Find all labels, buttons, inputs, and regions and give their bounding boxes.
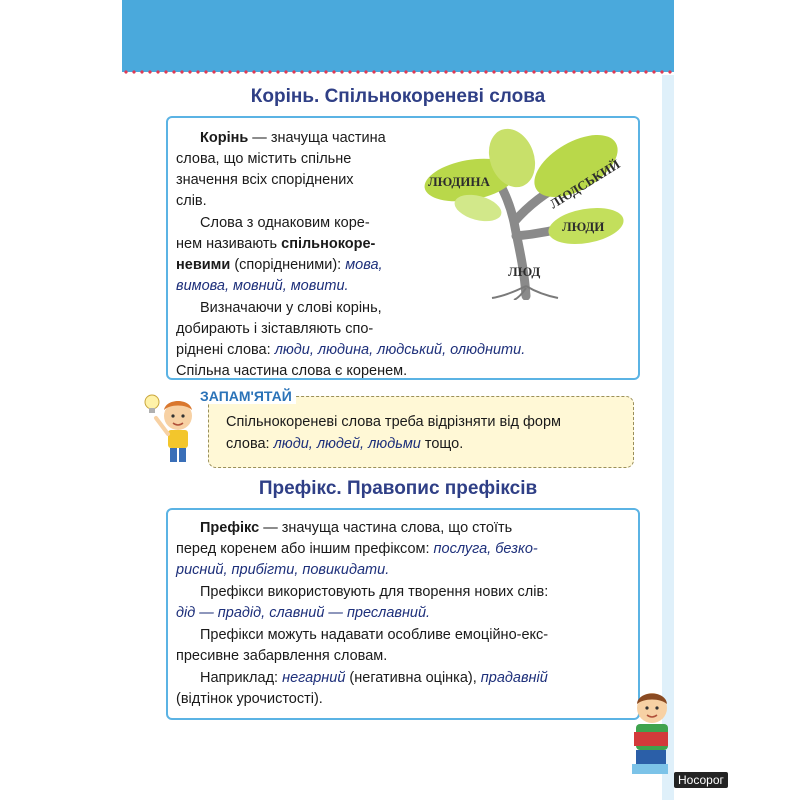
root-def-line-9: Визначаючи у слові корінь, (200, 300, 382, 316)
section-title-root: Корінь. Спільнокореневі слова (250, 86, 546, 107)
stitch-border (122, 69, 674, 75)
root-def-line-2: слова, що містить спільне (176, 151, 352, 167)
section-title-prefix: Префікс. Правопис префіксів (258, 478, 538, 499)
root-def-line-12: Спільна частина слова є коренем. (176, 363, 408, 379)
root-label-lyud: ЛЮД (508, 264, 541, 279)
remember-label: ЗАПАМ'ЯТАЙ (196, 388, 296, 404)
prefix-def-line-9: (відтінок урочистості). (176, 691, 323, 707)
root-def-line-5: Слова з однаковим коре- (200, 215, 370, 231)
prefix-def-line-5: дід — прадід, славний — преславний. (176, 605, 431, 621)
prefix-def-line-4: Префікси використовують для творення нових слів: (200, 584, 549, 600)
root-def-line-1: Корінь — значуща частина (200, 130, 386, 146)
prefix-def-line-6: Префікси можуть надавати особливе емоційно-екс- (200, 627, 549, 643)
reading-boy-illustration (626, 686, 674, 776)
root-def-line-10: добирають і зіставляють спо- (176, 321, 374, 337)
root-def-line-7: невими (спорідненими): мова, (176, 257, 383, 273)
prefix-def-line-2: перед коренем або іншим префіксом: послуга, безко- (176, 541, 538, 557)
prefix-def-line-3: рисний, прибігти, повикидати. (176, 562, 390, 578)
prefix-def-line-7: пресивне забарвлення словам. (176, 648, 388, 664)
root-def-line-8: вимова, мовний, мовити. (176, 278, 349, 294)
remember-line-1: Спільнокореневі слова треба відрізняти від форм (226, 414, 561, 430)
leaf-label-lyudy: ЛЮДИ (562, 219, 605, 234)
root-def-line-11: ріднені слова: люди, людина, людський, олюднити. (176, 342, 526, 358)
top-header-band (122, 0, 674, 72)
word-tree-illustration (418, 126, 630, 300)
prefix-def-line-8: Наприклад: негарний (негативна оцінка), прадавній (200, 670, 548, 686)
root-def-line-4: слів. (176, 193, 207, 209)
remember-line-2: слова: люди, людей, людьми тощо. (226, 436, 464, 452)
leaf-label-lyudyna: ЛЮДИНА (428, 174, 490, 189)
publisher-watermark: Носорог (674, 772, 728, 788)
prefix-def-line-1: Префікс — значуща частина слова, що стоїть (200, 520, 513, 536)
leaf-label-lyudskyi: ЛЮДСЬКИЙ (546, 156, 623, 212)
root-def-line-6: нем називають спільнокоре- (176, 236, 376, 252)
root-def-line-3: значення всіх споріднених (176, 172, 354, 188)
